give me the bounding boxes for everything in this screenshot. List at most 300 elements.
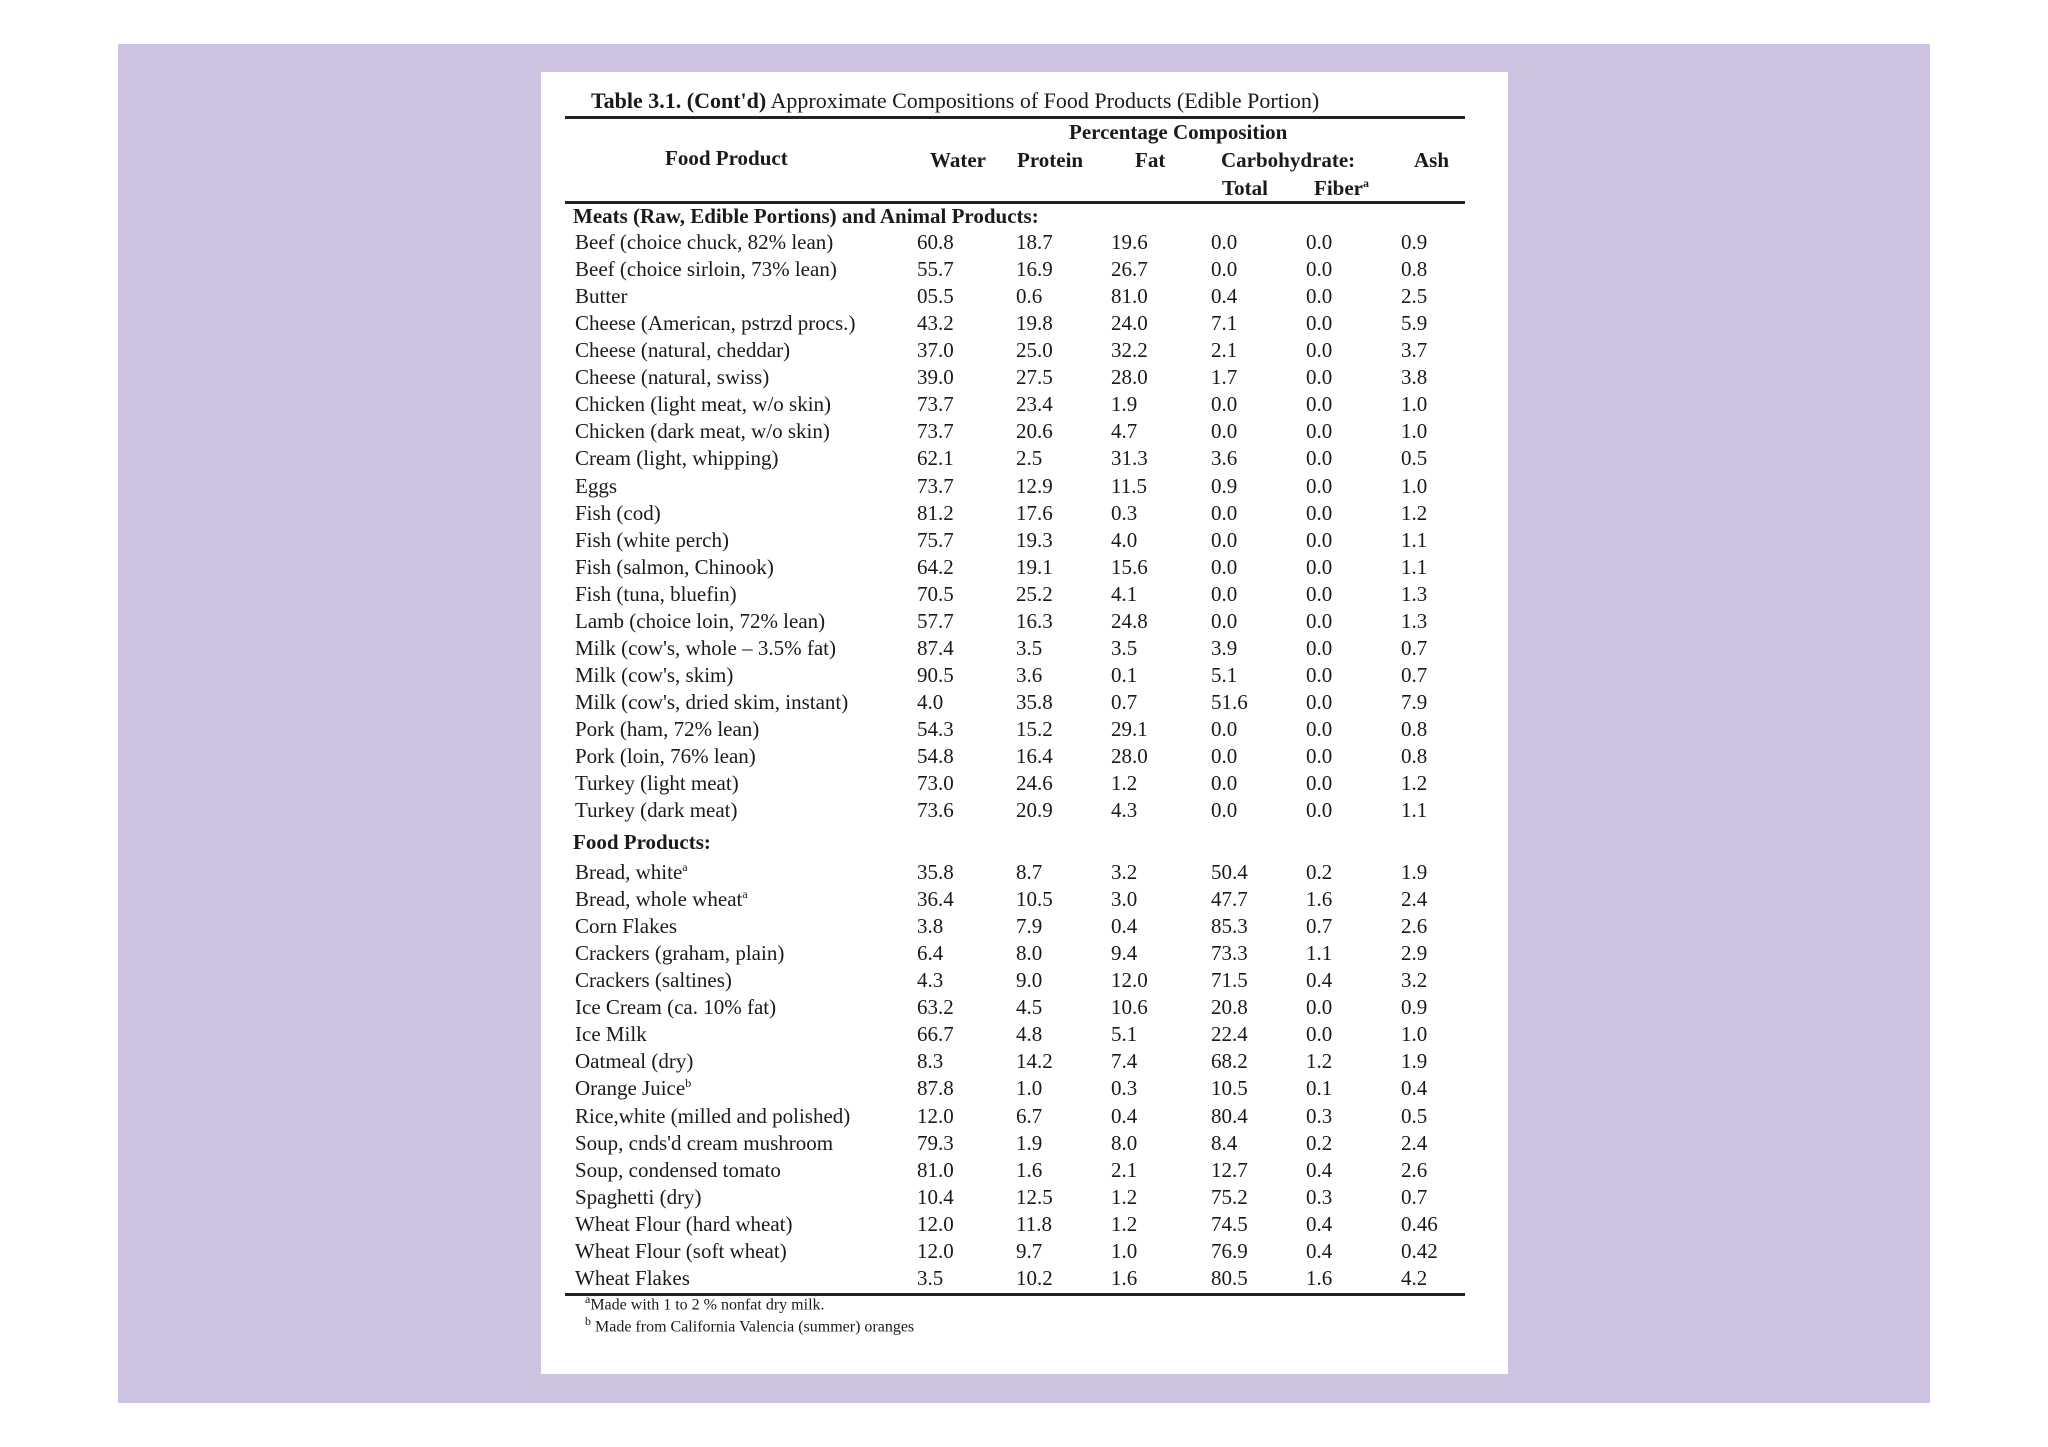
food-name-cell	[575, 582, 737, 607]
fiber-cell: 0.7	[1306, 914, 1333, 939]
ash-cell: 0.42	[1401, 1238, 1438, 1263]
water-cell: 90.5	[917, 662, 954, 687]
table-row	[541, 419, 1508, 446]
fiber-cell: 0.0	[1306, 338, 1333, 363]
fiber-cell: 1.6	[1306, 1265, 1333, 1290]
table-row	[541, 609, 1508, 636]
total-cell: 0.0	[1211, 771, 1238, 795]
footnote-mark: a	[682, 860, 688, 874]
total-cell: 0.0	[1211, 500, 1238, 525]
fat-cell: 4.7	[1111, 419, 1138, 444]
footnote-a	[585, 1292, 825, 1314]
total-cell: 12.7	[1211, 1157, 1248, 1182]
food-name: Chicken (light meat, w/o skin)	[575, 392, 832, 417]
section-heading: Meats (Raw, Edible Portions) and Animal Products:	[573, 204, 1039, 228]
fiber-cell: 1.1	[1306, 941, 1333, 966]
ash-cell: 1.0	[1401, 392, 1428, 417]
water-cell: 39.0	[917, 365, 954, 390]
table-row	[541, 555, 1508, 582]
table-row	[541, 1131, 1508, 1158]
food-name: Fish (salmon, Chinook)	[575, 554, 774, 579]
fat-cell: 1.2	[1111, 771, 1138, 795]
protein-cell: 15.2	[1016, 716, 1053, 741]
ash-cell: 4.2	[1401, 1265, 1428, 1290]
ash-cell: 1.2	[1401, 500, 1428, 525]
water-cell: 64.2	[917, 554, 954, 579]
protein-cell: 27.5	[1016, 365, 1053, 390]
food-name: Cheese (natural, swiss)	[575, 365, 770, 390]
protein-cell: 4.5	[1016, 995, 1043, 1020]
food-name: Pork (loin, 76% lean)	[575, 744, 756, 768]
food-name: Crackers (graham, plain)	[575, 941, 785, 966]
header-fiber-footnote-mark: a	[1362, 176, 1369, 190]
protein-cell: 7.9	[1016, 914, 1043, 939]
water-cell: 3.5	[917, 1265, 944, 1290]
fat-cell: 4.3	[1111, 798, 1138, 823]
fat-cell: 24.0	[1111, 311, 1148, 336]
food-name: Fish (cod)	[575, 500, 661, 525]
fat-cell: 3.2	[1111, 860, 1138, 884]
total-cell: 0.0	[1211, 608, 1238, 633]
food-name-cell	[575, 995, 776, 1020]
food-name-cell	[575, 446, 779, 471]
fat-cell: 4.0	[1111, 527, 1138, 552]
table-row	[541, 1022, 1508, 1049]
water-cell: 12.0	[917, 1238, 954, 1263]
total-cell: 0.0	[1211, 798, 1238, 823]
header-food-product: Food Product	[665, 146, 788, 170]
fiber-cell: 0.2	[1306, 1130, 1333, 1155]
ash-cell: 0.9	[1401, 230, 1428, 254]
ash-cell: 0.9	[1401, 995, 1428, 1020]
food-name: Rice,white (milled and polished)	[575, 1103, 851, 1128]
food-name-cell	[575, 1266, 690, 1291]
fiber-cell: 0.0	[1306, 771, 1333, 795]
food-name: Cheese (natural, cheddar)	[575, 338, 791, 363]
table-row	[541, 501, 1508, 528]
food-name-cell	[575, 717, 759, 742]
table-row	[541, 338, 1508, 365]
ash-cell: 1.1	[1401, 798, 1428, 823]
protein-cell: 25.0	[1016, 338, 1053, 363]
food-name-cell	[575, 1239, 787, 1264]
total-cell: 0.4	[1211, 284, 1238, 309]
header-fat: Fat	[1135, 148, 1166, 172]
protein-cell: 19.3	[1016, 527, 1053, 552]
food-name-cell	[575, 887, 748, 912]
fat-cell: 0.4	[1111, 914, 1138, 939]
water-cell: 10.4	[917, 1184, 954, 1209]
food-name-cell	[575, 230, 833, 255]
ash-cell: 2.6	[1401, 914, 1428, 939]
water-cell: 54.8	[917, 744, 954, 768]
protein-cell: 19.8	[1016, 311, 1053, 336]
food-name-cell	[575, 392, 831, 417]
footnote-mark: a	[742, 887, 748, 901]
total-cell: 1.7	[1211, 365, 1238, 390]
water-cell: 54.3	[917, 716, 954, 741]
protein-cell: 0.6	[1016, 284, 1043, 309]
fiber-cell: 0.0	[1306, 257, 1333, 282]
food-name: Beef (choice chuck, 82% lean)	[575, 230, 834, 254]
food-name: Wheat Flour (soft wheat)	[575, 1238, 787, 1263]
table-row	[541, 311, 1508, 338]
total-cell: 22.4	[1211, 1022, 1248, 1047]
fiber-cell: 0.1	[1306, 1076, 1333, 1101]
water-cell: 05.5	[917, 284, 954, 309]
protein-cell: 12.9	[1016, 473, 1053, 498]
ash-cell: 3.7	[1401, 338, 1428, 363]
total-cell: 80.4	[1211, 1103, 1248, 1128]
ash-cell: 1.3	[1401, 581, 1428, 606]
fat-cell: 4.1	[1111, 581, 1138, 606]
food-name-cell	[575, 744, 756, 769]
table-row	[541, 860, 1508, 887]
header-fiber-label: Fiber	[1314, 176, 1363, 200]
food-name-cell	[575, 1022, 647, 1047]
water-cell: 73.0	[917, 771, 954, 795]
footnote-mark: b	[685, 1076, 692, 1091]
total-cell: 0.0	[1211, 554, 1238, 579]
total-cell: 0.0	[1211, 527, 1238, 552]
ash-cell: 7.9	[1401, 689, 1428, 714]
food-name: Butter	[575, 284, 628, 309]
protein-cell: 9.0	[1016, 968, 1043, 993]
protein-cell: 18.7	[1016, 230, 1053, 254]
total-cell: 68.2	[1211, 1049, 1248, 1074]
table-title	[591, 88, 1319, 114]
table-row	[541, 284, 1508, 311]
fiber-cell: 0.3	[1306, 1103, 1333, 1128]
food-name: Wheat Flour (hard wheat)	[575, 1211, 793, 1236]
food-name-cell	[575, 555, 774, 580]
fiber-cell: 0.0	[1306, 581, 1333, 606]
fiber-cell: 0.0	[1306, 689, 1333, 714]
table-row	[541, 1104, 1508, 1131]
total-cell: 0.0	[1211, 392, 1238, 417]
total-cell: 3.9	[1211, 635, 1238, 660]
food-name: Orange Juice	[575, 1076, 686, 1101]
food-name-cell	[575, 365, 769, 390]
table-row	[541, 717, 1508, 744]
fiber-cell: 1.2	[1306, 1049, 1333, 1074]
food-name: Cheese (American, pstrzd procs.)	[575, 311, 856, 336]
food-name: Bread, whole wheat	[575, 887, 743, 911]
total-cell: 2.1	[1211, 338, 1238, 363]
total-cell: 0.0	[1211, 257, 1238, 282]
ash-cell: 1.1	[1401, 554, 1428, 579]
fiber-cell: 0.0	[1306, 392, 1333, 417]
fiber-cell: 0.4	[1306, 968, 1333, 993]
fat-cell: 1.9	[1111, 392, 1138, 417]
fiber-cell: 0.0	[1306, 311, 1333, 336]
fiber-cell: 0.0	[1306, 446, 1333, 471]
ash-cell: 0.4	[1401, 1076, 1428, 1101]
table-row	[541, 995, 1508, 1022]
water-cell: 63.2	[917, 995, 954, 1020]
water-cell: 8.3	[917, 1049, 944, 1074]
protein-cell: 2.5	[1016, 446, 1043, 471]
fiber-cell: 0.0	[1306, 473, 1333, 498]
food-name-cell	[575, 501, 661, 526]
protein-cell: 12.5	[1016, 1184, 1053, 1209]
total-cell: 85.3	[1211, 914, 1248, 939]
ash-cell: 1.3	[1401, 608, 1428, 633]
ash-cell: 2.4	[1401, 1130, 1428, 1155]
water-cell: 87.8	[917, 1076, 954, 1101]
fiber-cell: 0.0	[1306, 284, 1333, 309]
food-name-cell	[575, 663, 733, 688]
section-heading: Food Products:	[573, 830, 711, 854]
protein-cell: 6.7	[1016, 1103, 1043, 1128]
table-row	[541, 941, 1508, 968]
water-cell: 60.8	[917, 230, 954, 254]
food-name-cell	[575, 941, 784, 966]
food-name-cell	[575, 1158, 781, 1183]
ash-cell: 0.8	[1401, 257, 1428, 282]
food-name-cell	[575, 771, 739, 796]
fat-cell: 0.1	[1111, 662, 1138, 687]
food-name-cell	[575, 914, 677, 939]
fat-cell: 2.1	[1111, 1157, 1138, 1182]
table-row	[541, 1266, 1508, 1293]
food-name-cell	[575, 474, 617, 499]
table-number: Table 3.1. (Cont'd)	[591, 88, 767, 113]
fat-cell: 81.0	[1111, 284, 1148, 309]
protein-cell: 35.8	[1016, 689, 1053, 714]
food-name: Wheat Flakes	[575, 1265, 690, 1290]
food-name-cell	[575, 1185, 702, 1210]
food-name: Milk (cow's, skim)	[575, 662, 734, 687]
ash-cell: 1.0	[1401, 473, 1428, 498]
table-row	[541, 636, 1508, 663]
fiber-cell: 0.0	[1306, 662, 1333, 687]
food-name: Soup, cnds'd cream mushroom	[575, 1130, 834, 1155]
fat-cell: 1.6	[1111, 1265, 1138, 1290]
total-cell: 8.4	[1211, 1130, 1238, 1155]
water-cell: 36.4	[917, 887, 954, 911]
fat-cell: 7.4	[1111, 1049, 1138, 1074]
total-cell: 73.3	[1211, 941, 1248, 966]
footnote-b	[585, 1314, 914, 1336]
fiber-cell: 0.0	[1306, 608, 1333, 633]
table-row	[541, 230, 1508, 257]
protein-cell: 20.6	[1016, 419, 1053, 444]
food-name: Corn Flakes	[575, 914, 678, 939]
fat-cell: 28.0	[1111, 744, 1148, 768]
water-cell: 70.5	[917, 581, 954, 606]
fiber-cell: 0.0	[1306, 554, 1333, 579]
food-name-cell	[575, 798, 738, 823]
fiber-cell: 0.2	[1306, 860, 1333, 884]
table-row	[541, 446, 1508, 473]
food-name: Soup, condensed tomato	[575, 1157, 781, 1182]
water-cell: 75.7	[917, 527, 954, 552]
food-name-cell	[575, 284, 628, 309]
ash-cell: 0.7	[1401, 1184, 1428, 1209]
protein-cell: 3.5	[1016, 635, 1043, 660]
fat-cell: 26.7	[1111, 257, 1148, 282]
header-protein: Protein	[1017, 148, 1084, 172]
fiber-cell: 0.0	[1306, 230, 1333, 254]
ash-cell: 0.7	[1401, 635, 1428, 660]
total-cell: 20.8	[1211, 995, 1248, 1020]
water-cell: 55.7	[917, 257, 954, 282]
protein-cell: 10.2	[1016, 1265, 1053, 1290]
food-name-cell	[575, 311, 855, 336]
table-row	[541, 1049, 1508, 1076]
food-name-cell	[575, 609, 825, 634]
protein-cell: 24.6	[1016, 771, 1053, 795]
total-cell: 7.1	[1211, 311, 1238, 336]
water-cell: 87.4	[917, 635, 954, 660]
protein-cell: 3.6	[1016, 662, 1043, 687]
protein-cell: 4.8	[1016, 1022, 1043, 1047]
fiber-cell: 1.6	[1306, 887, 1333, 911]
protein-cell: 11.8	[1016, 1211, 1052, 1236]
food-name-cell	[575, 257, 837, 282]
total-cell: 5.1	[1211, 662, 1238, 687]
ash-cell: 0.5	[1401, 1103, 1428, 1128]
water-cell: 12.0	[917, 1103, 954, 1128]
protein-cell: 9.7	[1016, 1238, 1043, 1263]
header-water: Water	[930, 148, 986, 172]
food-name: Beef (choice sirloin, 73% lean)	[575, 257, 837, 282]
table-row	[541, 771, 1508, 798]
water-cell: 66.7	[917, 1022, 954, 1047]
fiber-cell: 0.4	[1306, 1157, 1333, 1182]
fat-cell: 10.6	[1111, 995, 1148, 1020]
fiber-cell: 0.4	[1306, 1238, 1333, 1263]
table-page	[541, 72, 1508, 1374]
table-row	[541, 1185, 1508, 1212]
food-name: Lamb (choice loin, 72% lean)	[575, 608, 826, 633]
food-name: Fish (tuna, bluefin)	[575, 581, 737, 606]
food-name: Ice Milk	[575, 1022, 647, 1047]
footnote-mark: a	[585, 1292, 591, 1306]
fat-cell: 9.4	[1111, 941, 1138, 966]
water-cell: 73.6	[917, 798, 954, 823]
food-name: Turkey (dark meat)	[575, 798, 738, 823]
fiber-cell: 0.4	[1306, 1211, 1333, 1236]
protein-cell: 16.4	[1016, 744, 1053, 768]
ash-cell: 3.2	[1401, 968, 1428, 993]
ash-cell: 3.8	[1401, 365, 1428, 390]
total-cell: 0.0	[1211, 716, 1238, 741]
fiber-cell: 0.0	[1306, 1022, 1333, 1047]
table-row	[541, 392, 1508, 419]
protein-cell: 8.0	[1016, 941, 1043, 966]
food-name-cell	[575, 1212, 793, 1237]
protein-cell: 16.9	[1016, 257, 1053, 282]
table-row	[541, 528, 1508, 555]
ash-cell: 1.0	[1401, 1022, 1428, 1047]
water-cell: 43.2	[917, 311, 954, 336]
ash-cell: 0.7	[1401, 662, 1428, 687]
food-name-cell	[575, 419, 830, 444]
protein-cell: 1.6	[1016, 1157, 1043, 1182]
table-row	[541, 257, 1508, 284]
food-name: Milk (cow's, whole – 3.5% fat)	[575, 635, 836, 660]
fat-cell: 0.4	[1111, 1103, 1138, 1128]
table-row	[541, 1158, 1508, 1185]
total-cell: 0.0	[1211, 581, 1238, 606]
fiber-cell: 0.0	[1306, 995, 1333, 1020]
water-cell: 73.7	[917, 392, 954, 417]
fat-cell: 31.3	[1111, 446, 1148, 471]
food-name-cell	[575, 860, 688, 885]
fiber-cell: 0.0	[1306, 635, 1333, 660]
fiber-cell: 0.3	[1306, 1184, 1333, 1209]
food-name: Pork (ham, 72% lean)	[575, 716, 760, 741]
water-cell: 4.3	[917, 968, 944, 993]
fat-cell: 24.8	[1111, 608, 1148, 633]
water-cell: 35.8	[917, 860, 954, 884]
footnote-text: Made from California Valencia (summer) oranges	[591, 1318, 915, 1336]
total-cell: 71.5	[1211, 968, 1248, 993]
ash-cell: 2.9	[1401, 941, 1428, 966]
total-cell: 80.5	[1211, 1265, 1248, 1290]
ash-cell: 1.0	[1401, 419, 1428, 444]
fat-cell: 1.0	[1111, 1238, 1138, 1263]
food-name: Bread, white	[575, 860, 683, 884]
total-cell: 50.4	[1211, 860, 1248, 884]
fat-cell: 12.0	[1111, 968, 1148, 993]
ash-cell: 2.4	[1401, 887, 1428, 911]
fat-cell: 8.0	[1111, 1130, 1138, 1155]
total-cell: 0.0	[1211, 419, 1238, 444]
table-row	[541, 744, 1508, 771]
protein-cell: 1.0	[1016, 1076, 1043, 1101]
food-name-cell	[575, 528, 729, 553]
fiber-cell: 0.0	[1306, 798, 1333, 823]
header-carbohydrate: Carbohydrate:	[1221, 148, 1356, 172]
fiber-cell: 0.0	[1306, 744, 1333, 768]
food-name-cell	[575, 968, 732, 993]
fiber-cell: 0.0	[1306, 716, 1333, 741]
protein-cell: 23.4	[1016, 392, 1053, 417]
food-name-cell	[575, 690, 848, 715]
water-cell: 81.2	[917, 500, 954, 525]
header-ash: Ash	[1414, 148, 1450, 172]
total-cell: 51.6	[1211, 689, 1248, 714]
table-row	[541, 1212, 1508, 1239]
table-row	[541, 798, 1508, 825]
ash-cell: 5.9	[1401, 311, 1428, 336]
fat-cell: 1.2	[1111, 1184, 1138, 1209]
food-name: Ice Cream (ca. 10% fat)	[575, 995, 777, 1020]
ash-cell: 0.8	[1401, 716, 1428, 741]
table-row	[541, 474, 1508, 501]
header-total: Total	[1222, 176, 1268, 200]
table-row	[541, 365, 1508, 392]
table-row	[541, 887, 1508, 914]
food-name-cell	[575, 1131, 833, 1156]
top-rule	[565, 116, 1465, 119]
fat-cell: 0.7	[1111, 689, 1138, 714]
food-name: Spaghetti (dry)	[575, 1184, 702, 1209]
table-row	[541, 690, 1508, 717]
table-row	[541, 1076, 1508, 1103]
food-name: Eggs	[575, 473, 617, 498]
water-cell: 79.3	[917, 1130, 954, 1155]
total-cell: 0.0	[1211, 230, 1238, 254]
protein-cell: 10.5	[1016, 887, 1053, 911]
table-row	[541, 663, 1508, 690]
ash-cell: 1.9	[1401, 1049, 1428, 1074]
water-cell: 12.0	[917, 1211, 954, 1236]
water-cell: 62.1	[917, 446, 954, 471]
